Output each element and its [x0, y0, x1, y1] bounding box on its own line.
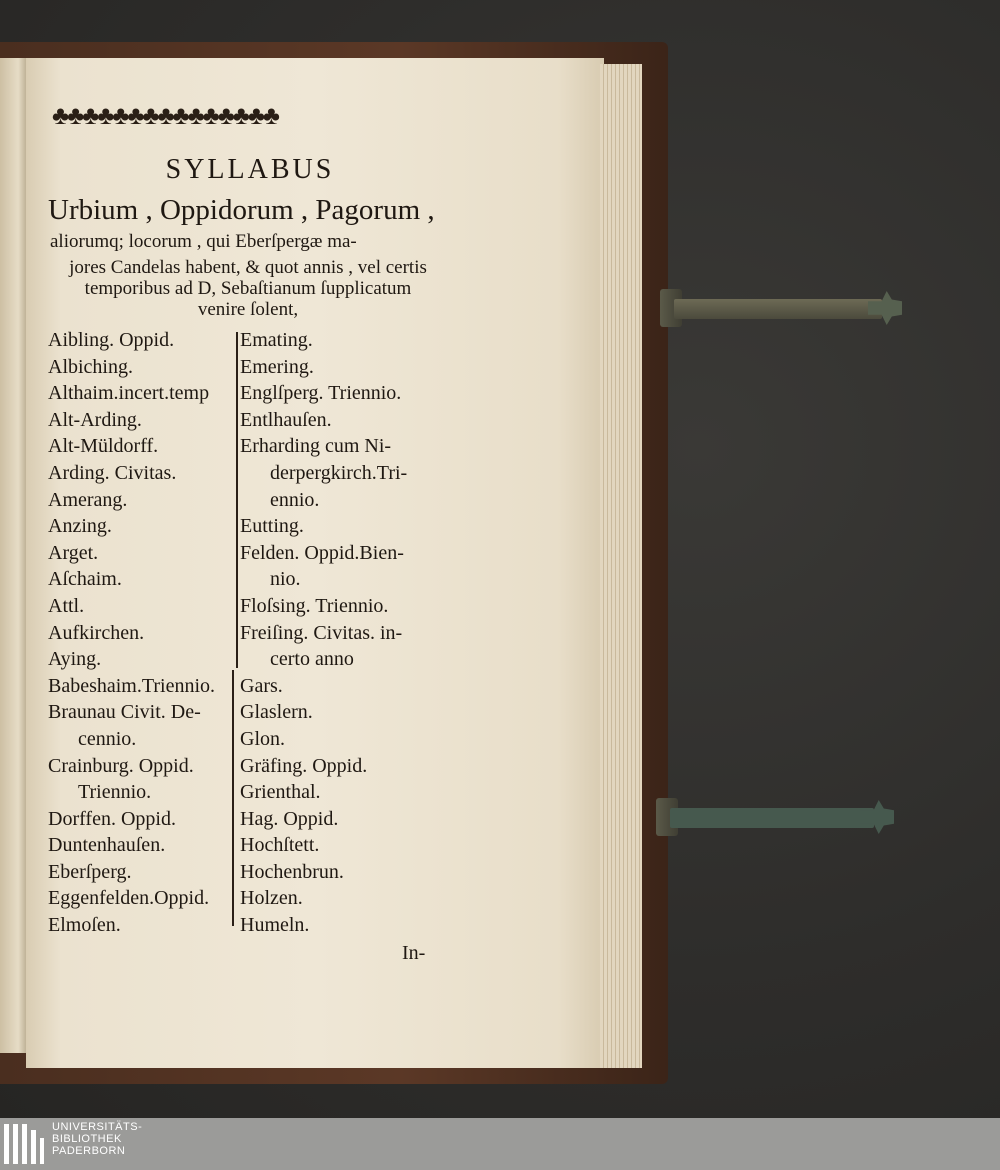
column-rule-upper: [236, 332, 238, 668]
list-entry: certo anno: [270, 648, 354, 671]
list-entry: Aibling. Oppid.: [48, 329, 175, 351]
page-edges: [600, 64, 642, 1068]
list-entry: Duntenhauſen.: [48, 834, 166, 857]
list-entry: Arget.: [48, 541, 99, 564]
list-entry: cennio.: [78, 727, 137, 750]
list-entry: Gars.: [240, 674, 283, 697]
list-entry: Glaslern.: [240, 701, 313, 724]
footer-line-2: BIBLIOTHEK: [52, 1133, 122, 1145]
list-entry: Floſsing. Triennio.: [240, 594, 389, 617]
list-entry: Althaim.incert.temp: [48, 382, 210, 405]
left-page-edge: [0, 58, 26, 1053]
list-entry: Hag. Oppid.: [240, 807, 339, 830]
list-entry: Grienthal.: [240, 781, 321, 804]
list-entry: Englſperg. Triennio.: [240, 382, 402, 405]
intro-line-1: aliorumq; locorum , qui Eberſpergæ ma-: [50, 231, 357, 252]
page-heading: SYLLABUS: [165, 154, 335, 185]
lower-clasp: [656, 798, 894, 836]
list-entry: Dorffen. Oppid.: [48, 807, 176, 830]
list-entry: ennio.: [270, 488, 320, 511]
list-entry: Entlhauſen.: [240, 408, 332, 431]
list-entry: Albiching.: [48, 355, 133, 378]
list-entry: nio.: [270, 568, 301, 591]
list-entry: Babeshaim.Triennio.: [48, 674, 216, 697]
list-entry: Glon.: [240, 727, 285, 750]
list-entry: Hochenbrun.: [240, 860, 344, 883]
list-entry: Emating.: [240, 329, 313, 351]
list-entry: Holzen.: [240, 887, 303, 910]
list-entry: Eutting.: [240, 515, 304, 538]
list-entry: Alt-Arding.: [48, 408, 142, 431]
page-subheading: Urbium , Oppidorum , Pagorum ,: [48, 194, 435, 226]
list-entry: Felden. Oppid.Bien-: [240, 541, 404, 564]
library-logo-icon: [4, 1124, 44, 1164]
intro-line-4: venire ſolent,: [197, 299, 299, 320]
intro-line-2: jores Candelas habent, & quot annis , vel certis: [69, 257, 427, 278]
list-entry: Amerang.: [48, 488, 128, 511]
list-entry: Eggenfelden.Oppid.: [48, 887, 210, 910]
list-entry: Gräfing. Oppid.: [240, 754, 368, 777]
list-entry: Erharding cum Ni-: [240, 435, 392, 458]
catchword: In-: [402, 942, 426, 964]
list-entry: Arding. Civitas.: [48, 461, 177, 484]
list-entry: Aufkirchen.: [48, 621, 145, 644]
list-entry: derpergkirch.Tri-: [270, 461, 408, 484]
list-entry: Elmoſen.: [48, 914, 121, 937]
intro-line-3: temporibus ad D, Sebaſtianum ſupplicatum: [84, 278, 412, 299]
library-footer-bar: [0, 1118, 1000, 1170]
right-column-list: [240, 327, 450, 939]
list-entry: Anzing.: [48, 515, 112, 538]
list-entry: Triennio.: [78, 781, 152, 804]
list-entry: Freiſing. Civitas. in-: [240, 621, 403, 644]
left-column-list: [48, 327, 238, 939]
list-entry: Crainburg. Oppid.: [48, 754, 194, 777]
list-entry: Humeln.: [240, 914, 310, 937]
column-rule-lower: [232, 670, 234, 926]
list-entry: Attl.: [48, 594, 85, 617]
list-entry: Aſchaim.: [48, 568, 122, 591]
list-entry: Aying.: [48, 648, 102, 671]
footer-line-1: UNIVERSITÄTS-: [52, 1121, 143, 1133]
list-entry: Emering.: [240, 355, 314, 378]
footer-line-3: PADERBORN: [52, 1145, 126, 1157]
upper-clasp: [660, 289, 902, 327]
list-entry: Braunau Civit. De-: [48, 701, 201, 724]
list-entry: Eberſperg.: [48, 860, 132, 883]
decorative-ornament-band: ♣♣♣♣♣♣♣♣♣♣♣♣♣♣♣: [52, 101, 278, 130]
list-entry: Hochſtett.: [240, 834, 320, 857]
list-entry: Alt-Müldorff.: [48, 435, 159, 458]
